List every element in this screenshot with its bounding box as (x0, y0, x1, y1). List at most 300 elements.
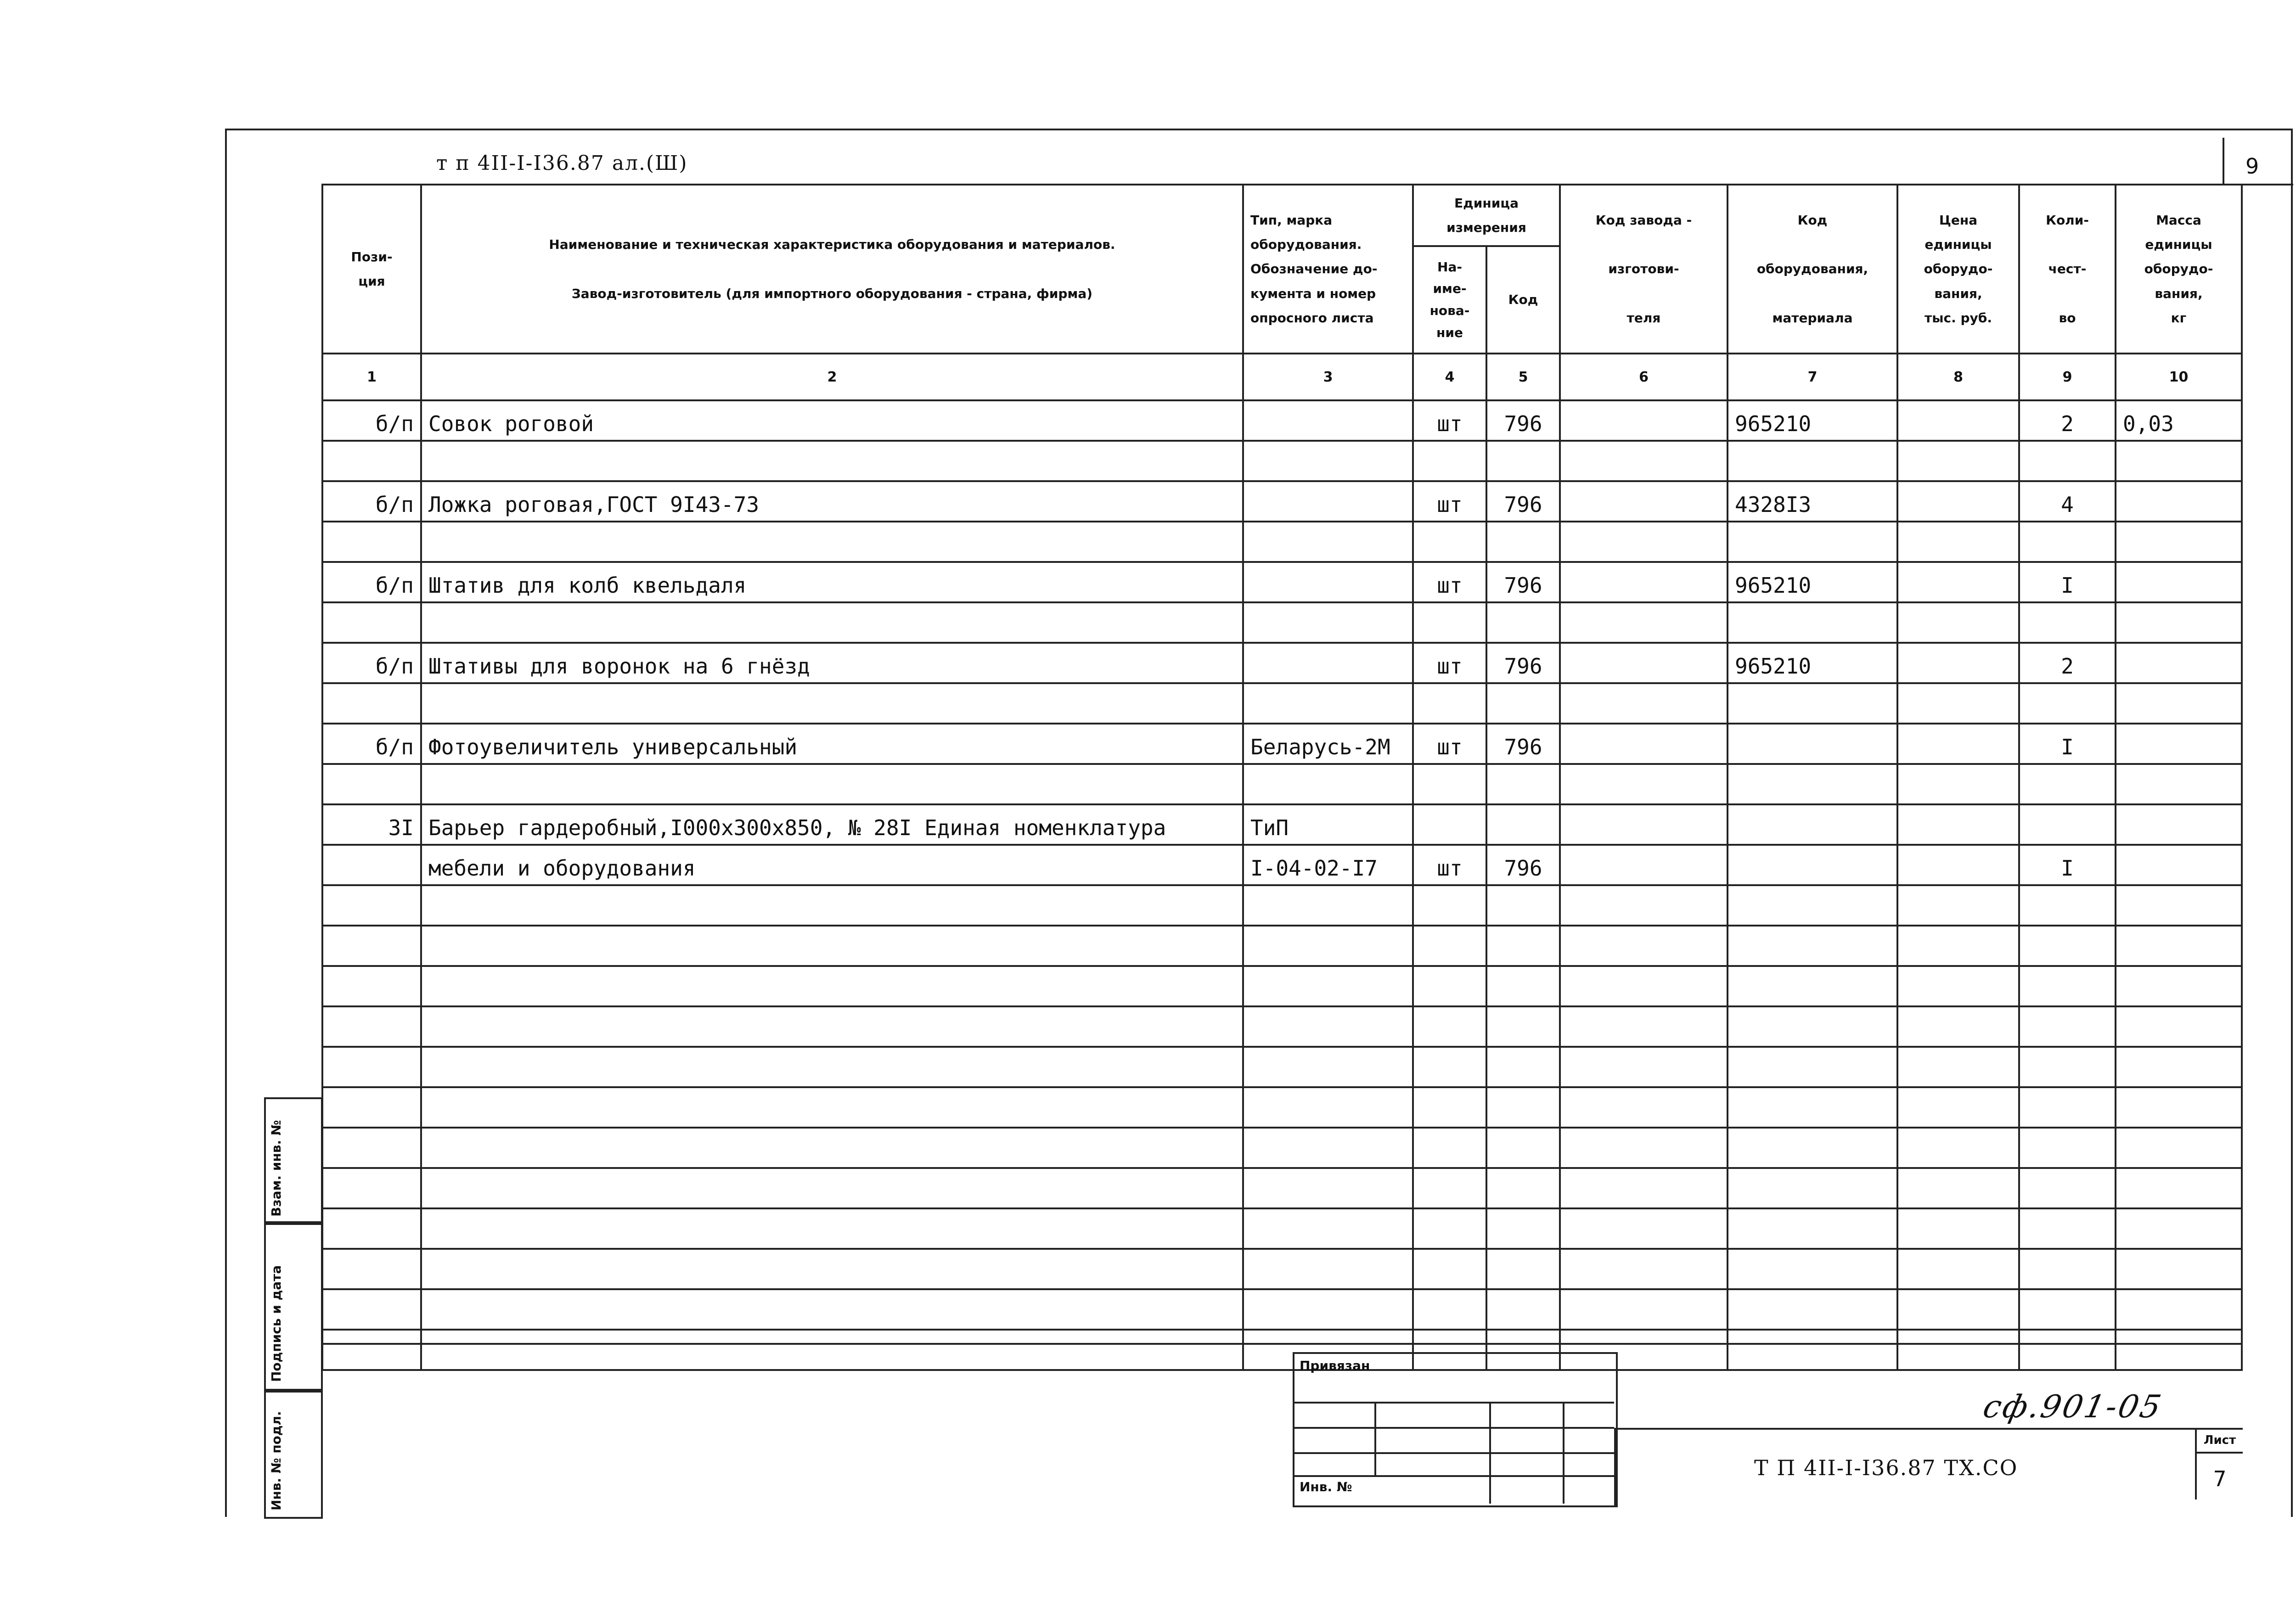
cell-equipment-code (1728, 602, 1897, 643)
cell-name (421, 1087, 1243, 1128)
cell-unit-code (1486, 1289, 1560, 1330)
cell-position (322, 683, 421, 724)
cell-unit-code (1486, 1249, 1560, 1289)
cell-position: б/п (322, 400, 421, 441)
cell-quantity (2019, 1249, 2116, 1289)
cell-price (1897, 845, 2019, 885)
cell-position (322, 885, 421, 926)
header-name (421, 185, 1243, 354)
cell-type (1243, 926, 1413, 966)
table-row (322, 1168, 2242, 1208)
cell-type (1243, 1208, 1413, 1249)
cell-quantity: I (2019, 724, 2116, 764)
cell-type (1243, 1006, 1413, 1047)
cell-equipment-code (1728, 683, 1897, 724)
table-body (322, 400, 2242, 1370)
header-price (1897, 185, 2019, 354)
cell-unit (1413, 1006, 1486, 1047)
table-row (322, 1208, 2242, 1249)
cell-unit: шт (1413, 481, 1486, 522)
table-row (322, 602, 2242, 643)
cell-equipment-code: 965210 (1728, 562, 1897, 602)
cell-plant-code (1560, 1128, 1728, 1168)
cell-quantity: I (2019, 845, 2116, 885)
cell-type: I-04-02-I7 (1243, 845, 1413, 885)
cell-unit-code (1486, 522, 1560, 562)
cell-type (1243, 481, 1413, 522)
cell-price (1897, 885, 2019, 926)
table-row (322, 441, 2242, 481)
table-row (322, 1249, 2242, 1289)
table-row (322, 400, 2242, 441)
column-number: 9 (2019, 354, 2116, 400)
cell-type (1243, 643, 1413, 683)
cell-type (1243, 602, 1413, 643)
cell-equipment-code (1728, 1047, 1897, 1087)
cell-plant-code (1560, 845, 1728, 885)
cell-unit-code (1486, 1168, 1560, 1208)
header-quantity-text: Коли- чест- во (2046, 213, 2089, 326)
cell-mass (2116, 926, 2242, 966)
cell-name: Штативы для воронок на 6 гнёзд (421, 643, 1243, 683)
cell-unit-code: 796 (1486, 400, 1560, 441)
cell-position (322, 1330, 421, 1370)
cell-equipment-code: 965210 (1728, 400, 1897, 441)
cell-name: мебели и оборудования (421, 845, 1243, 885)
cell-quantity (2019, 683, 2116, 724)
cell-price (1897, 1208, 2019, 1249)
cell-name (421, 1249, 1243, 1289)
cell-equipment-code (1728, 1208, 1897, 1249)
cell-mass (2116, 1289, 2242, 1330)
cell-mass: 0,03 (2116, 400, 2242, 441)
cell-mass (2116, 1128, 2242, 1168)
cell-price (1897, 481, 2019, 522)
table-row (322, 885, 2242, 926)
cell-price (1897, 400, 2019, 441)
header-unit-name (1413, 246, 1486, 354)
cell-unit: шт (1413, 845, 1486, 885)
cell-mass (2116, 845, 2242, 885)
cell-mass (2116, 1249, 2242, 1289)
cell-price (1897, 683, 2019, 724)
cell-equipment-code (1728, 1330, 1897, 1370)
cell-plant-code (1560, 885, 1728, 926)
cell-name (421, 966, 1243, 1006)
cell-plant-code (1560, 400, 1728, 441)
cell-equipment-code (1728, 1289, 1897, 1330)
header-plant-code-text: Код завода - изготови- теля (1595, 213, 1692, 326)
cell-unit (1413, 764, 1486, 804)
cell-equipment-code (1728, 522, 1897, 562)
cell-plant-code (1560, 602, 1728, 643)
cell-type (1243, 1128, 1413, 1168)
cell-type (1243, 1249, 1413, 1289)
cell-mass (2116, 966, 2242, 1006)
cell-unit-code: 796 (1486, 481, 1560, 522)
cell-price (1897, 522, 2019, 562)
table-row (322, 724, 2242, 764)
cell-name (421, 683, 1243, 724)
cell-plant-code (1560, 1087, 1728, 1128)
cell-name (421, 1047, 1243, 1087)
cell-plant-code (1560, 1208, 1728, 1249)
cell-unit (1413, 885, 1486, 926)
column-number: 1 (322, 354, 421, 400)
column-number: 6 (1560, 354, 1728, 400)
cell-unit (1413, 522, 1486, 562)
cell-unit-code (1486, 966, 1560, 1006)
cell-price (1897, 643, 2019, 683)
sheet-number: 7 (2195, 1454, 2243, 1499)
cell-unit: шт (1413, 724, 1486, 764)
table-row (322, 764, 2242, 804)
cell-position (322, 1006, 421, 1047)
cell-equipment-code (1728, 1249, 1897, 1289)
cell-name: Барьер гардеробный,I000x300x850, № 28I Единая номенклатура (421, 804, 1243, 845)
cell-quantity (2019, 1330, 2116, 1370)
cell-equipment-code (1728, 926, 1897, 966)
cell-unit-code (1486, 926, 1560, 966)
cell-position (322, 966, 421, 1006)
cell-position (322, 926, 421, 966)
cell-mass (2116, 441, 2242, 481)
cell-unit (1413, 683, 1486, 724)
cell-position (322, 1208, 421, 1249)
cell-mass (2116, 643, 2242, 683)
cell-equipment-code: 965210 (1728, 643, 1897, 683)
cell-position: 3I (322, 804, 421, 845)
cell-price (1897, 926, 2019, 966)
header-position-text: Пози- ция (351, 249, 393, 289)
cell-name: Штатив для колб квельдаля (421, 562, 1243, 602)
document-designation: Т П 4II-I-I36.87 ТХ.СО (1754, 1455, 2018, 1480)
cell-quantity (2019, 1168, 2116, 1208)
header-row (322, 185, 2242, 246)
cell-unit-code (1486, 885, 1560, 926)
table-row (322, 643, 2242, 683)
cell-quantity (2019, 602, 2116, 643)
cell-position: б/п (322, 643, 421, 683)
cell-name: Фотоувеличитель универсальный (421, 724, 1243, 764)
table-row (322, 683, 2242, 724)
header-type (1243, 185, 1413, 354)
cell-name (421, 1168, 1243, 1208)
cell-price (1897, 1006, 2019, 1047)
table-row (322, 1330, 2242, 1370)
cell-plant-code (1560, 724, 1728, 764)
table-row (322, 1006, 2242, 1047)
header-quantity (2019, 185, 2116, 354)
cell-plant-code (1560, 764, 1728, 804)
cell-quantity (2019, 1128, 2116, 1168)
table-row (322, 966, 2242, 1006)
document-reference: т п 4II-I-I36.87 ал.(Ш) (436, 152, 688, 175)
header-name-text: Наименование и техническая характеристика оборудования и материалов. Завод-изготовитель (для импортного оборудования - страна, фирма) (549, 237, 1115, 301)
cell-type (1243, 1168, 1413, 1208)
cell-mass (2116, 764, 2242, 804)
header-type-text: Тип, марка оборудования. Обозначение до- кумента и номер опросного листа (1250, 213, 1378, 326)
cell-unit-code: 796 (1486, 845, 1560, 885)
cell-mass (2116, 724, 2242, 764)
cell-quantity (2019, 1289, 2116, 1330)
cell-unit-code (1486, 441, 1560, 481)
page-number: 9 (2245, 154, 2259, 179)
cell-mass (2116, 481, 2242, 522)
cell-type (1243, 764, 1413, 804)
cell-quantity: 4 (2019, 481, 2116, 522)
cell-unit-code: 796 (1486, 643, 1560, 683)
cell-type (1243, 966, 1413, 1006)
cell-price (1897, 441, 2019, 481)
cell-type (1243, 1087, 1413, 1128)
cell-quantity (2019, 804, 2116, 845)
cell-unit (1413, 1289, 1486, 1330)
header-equipment-code (1728, 185, 1897, 354)
cell-mass (2116, 1047, 2242, 1087)
cell-quantity (2019, 1208, 2116, 1249)
inventory-number-label: Инв. № (1300, 1479, 1352, 1494)
column-number: 10 (2116, 354, 2242, 400)
cell-quantity (2019, 1087, 2116, 1128)
cell-equipment-code (1728, 1006, 1897, 1047)
table-row (322, 481, 2242, 522)
cell-mass (2116, 1208, 2242, 1249)
cell-position (322, 1047, 421, 1087)
cell-mass (2116, 1168, 2242, 1208)
cell-price (1897, 1330, 2019, 1370)
cell-quantity (2019, 1047, 2116, 1087)
cell-unit (1413, 1208, 1486, 1249)
cell-equipment-code (1728, 764, 1897, 804)
title-block-top-border (321, 1343, 2241, 1345)
cell-mass (2116, 1330, 2242, 1370)
cell-unit (1413, 1087, 1486, 1128)
cell-price (1897, 1289, 2019, 1330)
cell-unit-code (1486, 1087, 1560, 1128)
cell-quantity (2019, 885, 2116, 926)
column-number-row (322, 354, 2242, 400)
header-position (322, 185, 421, 354)
column-number: 8 (1897, 354, 2019, 400)
cell-unit (1413, 1047, 1486, 1087)
column-number: 7 (1728, 354, 1897, 400)
cell-quantity (2019, 522, 2116, 562)
header-unit-name-text: На- име- нова- ние (1429, 259, 1470, 340)
cell-plant-code (1560, 804, 1728, 845)
cell-equipment-code: 4328I3 (1728, 481, 1897, 522)
cell-position (322, 1128, 421, 1168)
cell-quantity (2019, 764, 2116, 804)
cell-plant-code (1560, 926, 1728, 966)
cell-plant-code (1560, 683, 1728, 724)
header-plant-code (1560, 185, 1728, 354)
privyazan-label: Привязан (1300, 1358, 1370, 1373)
cell-equipment-code (1728, 1087, 1897, 1128)
cell-name (421, 1006, 1243, 1047)
cell-mass (2116, 562, 2242, 602)
cell-unit: шт (1413, 643, 1486, 683)
cell-unit (1413, 966, 1486, 1006)
cell-position: б/п (322, 562, 421, 602)
cell-type (1243, 1047, 1413, 1087)
sheet-label: Лист (2195, 1429, 2243, 1454)
cell-position (322, 441, 421, 481)
cell-quantity: I (2019, 562, 2116, 602)
cell-unit-code (1486, 1006, 1560, 1047)
table-row (322, 1289, 2242, 1330)
cell-plant-code (1560, 1047, 1728, 1087)
cell-quantity (2019, 966, 2116, 1006)
cell-plant-code (1560, 441, 1728, 481)
cell-unit-code (1486, 764, 1560, 804)
cell-name (421, 1208, 1243, 1249)
cell-name (421, 1289, 1243, 1330)
cell-unit-code (1486, 1128, 1560, 1168)
cell-type (1243, 1289, 1413, 1330)
cell-plant-code (1560, 1249, 1728, 1289)
cell-unit (1413, 441, 1486, 481)
cell-unit-code: 796 (1486, 724, 1560, 764)
header-mass (2116, 185, 2242, 354)
cell-name (421, 441, 1243, 481)
cell-unit-code (1486, 683, 1560, 724)
cell-name (421, 764, 1243, 804)
cell-position (322, 1249, 421, 1289)
cell-plant-code (1560, 562, 1728, 602)
cell-mass (2116, 683, 2242, 724)
cell-position (322, 602, 421, 643)
cell-position (322, 764, 421, 804)
table-row (322, 1128, 2242, 1168)
cell-quantity (2019, 441, 2116, 481)
cell-unit-code (1486, 1208, 1560, 1249)
cell-price (1897, 1087, 2019, 1128)
cell-position (322, 845, 421, 885)
table-row (322, 522, 2242, 562)
cell-unit (1413, 804, 1486, 845)
side-stamp-vzam-label: Взам. инв. № (269, 1120, 284, 1217)
cell-unit (1413, 1128, 1486, 1168)
cell-type (1243, 885, 1413, 926)
cell-plant-code (1560, 643, 1728, 683)
cell-type (1243, 522, 1413, 562)
table-row (322, 562, 2242, 602)
cell-name (421, 1330, 1243, 1370)
cell-plant-code (1560, 966, 1728, 1006)
cell-price (1897, 724, 2019, 764)
column-number: 4 (1413, 354, 1486, 400)
table-row (322, 926, 2242, 966)
column-number: 3 (1243, 354, 1413, 400)
cell-type (1243, 683, 1413, 724)
handwritten-mark: сф.901-05 (1980, 1389, 2166, 1425)
cell-unit-code (1486, 804, 1560, 845)
cell-position: б/п (322, 724, 421, 764)
cell-equipment-code (1728, 1168, 1897, 1208)
cell-plant-code (1560, 1168, 1728, 1208)
cell-type: ТиП (1243, 804, 1413, 845)
cell-equipment-code (1728, 804, 1897, 845)
cell-unit-code (1486, 602, 1560, 643)
cell-equipment-code (1728, 845, 1897, 885)
cell-unit (1413, 1249, 1486, 1289)
side-stamp-podpis-label: Подпись и дата (269, 1265, 284, 1382)
cell-unit: шт (1413, 400, 1486, 441)
cell-equipment-code (1728, 441, 1897, 481)
cell-name (421, 926, 1243, 966)
cell-type (1243, 441, 1413, 481)
side-stamp-inv-podl-label: Инв. № подл. (269, 1411, 284, 1511)
column-number: 5 (1486, 354, 1560, 400)
header-unit-group-text: Единица измерения (1446, 195, 1526, 235)
cell-unit-code: 796 (1486, 562, 1560, 602)
cell-price (1897, 1047, 2019, 1087)
table-row (322, 804, 2242, 845)
table-row (322, 845, 2242, 885)
cell-price (1897, 602, 2019, 643)
cell-name (421, 522, 1243, 562)
header-equipment-code-text: Код оборудования, материала (1756, 213, 1868, 326)
cell-mass (2116, 602, 2242, 643)
cell-type: Беларусь-2М (1243, 724, 1413, 764)
cell-price (1897, 1168, 2019, 1208)
column-number: 2 (421, 354, 1243, 400)
cell-type (1243, 400, 1413, 441)
cell-position: б/п (322, 481, 421, 522)
cell-equipment-code (1728, 966, 1897, 1006)
cell-name (421, 602, 1243, 643)
table-row (322, 1047, 2242, 1087)
cell-unit-code (1486, 1047, 1560, 1087)
cell-mass (2116, 522, 2242, 562)
cell-type (1243, 562, 1413, 602)
cell-equipment-code (1728, 1128, 1897, 1168)
cell-equipment-code (1728, 724, 1897, 764)
cell-quantity: 2 (2019, 643, 2116, 683)
header-unit-group (1413, 185, 1560, 246)
cell-name: Совок роговой (421, 400, 1243, 441)
cell-plant-code (1560, 522, 1728, 562)
cell-price (1897, 1128, 2019, 1168)
cell-quantity (2019, 1006, 2116, 1047)
cell-price (1897, 562, 2019, 602)
cell-unit (1413, 926, 1486, 966)
cell-quantity (2019, 926, 2116, 966)
cell-name: Ложка роговая,ГОСТ 9I43-73 (421, 481, 1243, 522)
cell-mass (2116, 804, 2242, 845)
cell-unit: шт (1413, 562, 1486, 602)
cell-plant-code (1560, 1006, 1728, 1047)
cell-mass (2116, 885, 2242, 926)
cell-position (322, 522, 421, 562)
cell-name (421, 885, 1243, 926)
cell-price (1897, 804, 2019, 845)
header-unit-code-text: Код (1508, 292, 1538, 308)
cell-plant-code (1560, 481, 1728, 522)
header-unit-code (1486, 246, 1560, 354)
table-row (322, 1087, 2242, 1128)
specification-table (321, 184, 2243, 1371)
cell-price (1897, 1249, 2019, 1289)
header-price-text: Цена единицы оборудо- вания, тыс. руб. (1924, 213, 1993, 326)
cell-quantity: 2 (2019, 400, 2116, 441)
cell-position (322, 1168, 421, 1208)
cell-name (421, 1128, 1243, 1168)
cell-unit (1413, 602, 1486, 643)
cell-equipment-code (1728, 885, 1897, 926)
cell-plant-code (1560, 1289, 1728, 1330)
